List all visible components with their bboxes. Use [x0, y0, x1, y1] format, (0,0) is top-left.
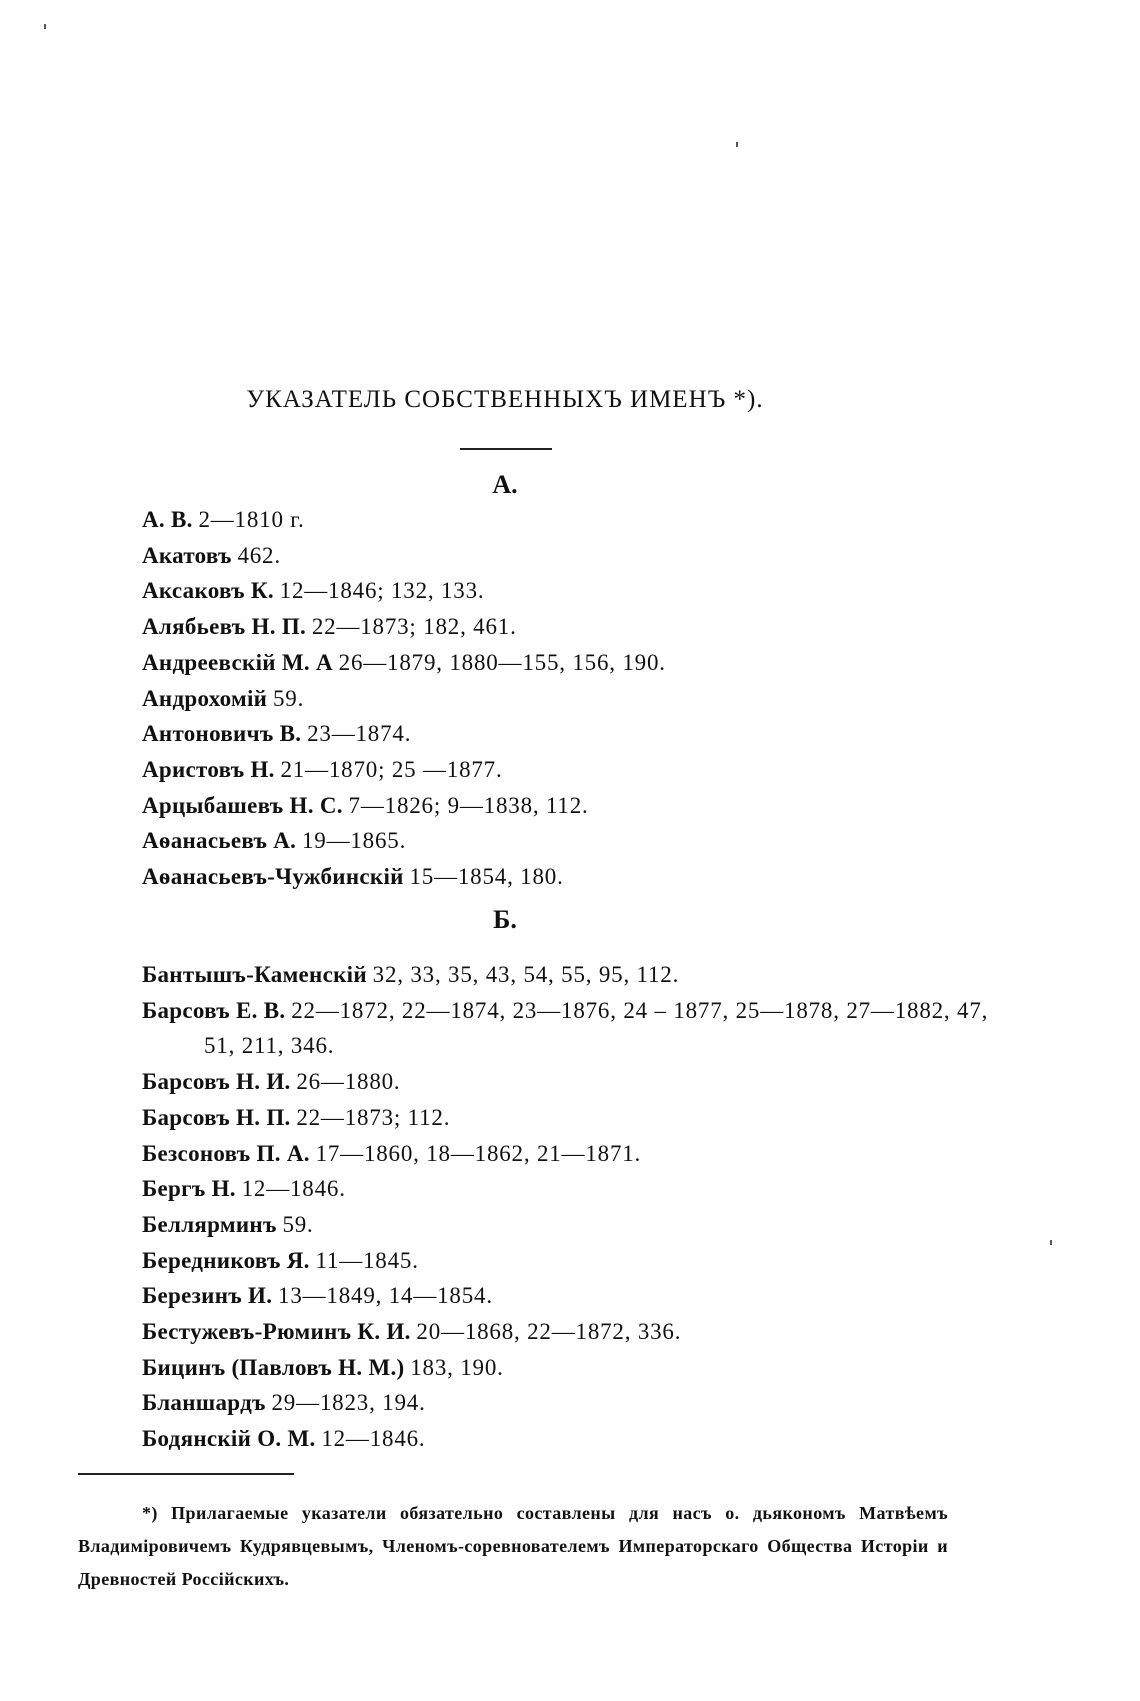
entry-refs: 21—1870; 25 —1877. — [280, 756, 503, 782]
entry-refs: 22—1872, 22—1874, 23—1876, 24 – 1877, 25—1878, 27—1882, 47, 51, 211, 346. — [204, 997, 989, 1059]
index-entry — [142, 502, 1022, 538]
index-entry — [142, 1385, 1022, 1421]
entry-name: Акатовъ — [142, 542, 232, 568]
entry-refs: 2—1810 г. — [198, 507, 305, 532]
entry-refs: 29—1823, 194. — [271, 1390, 426, 1416]
index-entry — [142, 1314, 1022, 1350]
entry-refs: 15—1854, 180. — [409, 864, 564, 890]
entries-list-a — [142, 502, 1022, 895]
entry-name: Барсовъ Е. В. — [142, 997, 286, 1023]
print-speck — [1050, 1240, 1052, 1245]
index-entry — [142, 788, 1022, 824]
index-entry — [142, 859, 1022, 895]
index-entry — [142, 1350, 1022, 1386]
entry-name: Бантышъ-Каменскій — [142, 962, 367, 987]
entries-list-b — [142, 957, 1022, 1457]
entry-refs: 7—1826; 9—1838, 112. — [348, 792, 589, 818]
entry-refs: 13—1849, 14—1854. — [278, 1283, 493, 1309]
index-entry — [142, 609, 1022, 645]
entry-refs: 26—1879, 1880—155, 156, 190. — [338, 649, 666, 675]
index-entry — [142, 573, 1022, 609]
entry-name: Барсовъ Н. И. — [142, 1069, 291, 1095]
entry-refs: 23—1874. — [307, 721, 412, 747]
entry-refs: 32, 33, 35, 43, 54, 55, 95, 112. — [372, 962, 680, 987]
entry-name: Барсовъ Н. П. — [142, 1104, 291, 1130]
index-entry — [142, 1207, 1022, 1243]
entry-name: Березинъ И. — [142, 1283, 273, 1309]
entry-name: А. В. — [142, 507, 193, 532]
footnote: *) Прилагаемые указатели обязательно составлены для насъ о. дьякономъ Матвѣемъ Владиміровичемъ Кудрявцевымъ, Членомъ-соревнователемъ Императорскаго Общества Исторіи и Древностей Россійскихъ. — [78, 1503, 948, 1589]
entry-name: Бицинъ (Павловъ Н. М.) — [142, 1354, 405, 1380]
entry-refs: 59. — [272, 685, 305, 711]
entry-refs: 59. — [282, 1211, 314, 1237]
section-letter-b: Б. — [493, 905, 517, 934]
footnote-divider — [78, 1473, 294, 1475]
index-entry — [142, 752, 1022, 788]
title-divider — [460, 448, 552, 450]
entry-refs: 11—1845. — [315, 1247, 419, 1273]
entry-name: Бередниковъ Я. — [142, 1247, 310, 1273]
index-entry — [142, 716, 1022, 752]
entry-refs: 22—1873; 112. — [296, 1104, 451, 1130]
entry-name: Андреевскій М. А — [142, 649, 333, 675]
entry-name: Аксаковъ К. — [142, 578, 274, 604]
entry-name: Аѳанасьевъ-Чужбинскій — [142, 864, 404, 890]
page-title: УКАЗАТЕЛЬ СОБСТВЕННЫХЪ ИМЕНЪ *). — [246, 386, 764, 413]
index-entry — [142, 1100, 1022, 1136]
entry-refs: 12—1846. — [241, 1176, 346, 1202]
print-speck — [44, 24, 46, 29]
index-entry — [142, 1278, 1022, 1314]
entry-refs: 12—1846; 132, 133. — [279, 578, 485, 604]
index-entry — [142, 957, 1022, 993]
entry-name: Бергъ Н. — [142, 1176, 236, 1202]
section-letter-a: А. — [492, 470, 518, 499]
entry-name: Аристовъ Н. — [142, 756, 275, 782]
entry-name: Бодянскій О. М. — [142, 1426, 316, 1452]
entry-refs: 462. — [237, 542, 281, 568]
index-entry — [142, 1136, 1022, 1172]
entry-refs: 20—1868, 22—1872, 336. — [416, 1319, 682, 1345]
entry-refs: 19—1865. — [301, 828, 407, 854]
entry-name: Алябьевъ Н. П. — [142, 614, 307, 640]
entry-refs: 22—1873; 182, 461. — [311, 614, 517, 640]
entry-name: Аѳанасьевъ А. — [142, 828, 297, 854]
entry-refs: 26—1880. — [296, 1069, 401, 1095]
entry-name: Бестужевъ-Рюминъ К. И. — [142, 1319, 411, 1345]
index-entry — [142, 538, 1022, 574]
index-entry — [142, 993, 1022, 1064]
entry-name: Безсоновъ П. А. — [142, 1140, 310, 1166]
entry-refs: 17—1860, 18—1862, 21—1871. — [315, 1140, 642, 1166]
index-entry — [142, 645, 1022, 681]
entry-name: Андрохомій — [142, 685, 268, 711]
index-entry — [142, 1171, 1022, 1207]
entry-name: Арцыбашевъ Н. С. — [142, 792, 343, 818]
entry-name: Бланшардъ — [142, 1390, 266, 1416]
index-entry — [142, 681, 1022, 717]
index-entry — [142, 1064, 1022, 1100]
entry-refs: 12—1846. — [321, 1426, 426, 1452]
entry-name: Антоновичъ В. — [142, 721, 302, 747]
index-entry — [142, 1421, 1022, 1457]
entry-refs: 183, 190. — [410, 1354, 504, 1380]
entry-name: Беллярминъ — [142, 1211, 277, 1237]
index-entry — [142, 823, 1022, 859]
index-entry — [142, 1243, 1022, 1279]
print-speck — [736, 142, 738, 147]
